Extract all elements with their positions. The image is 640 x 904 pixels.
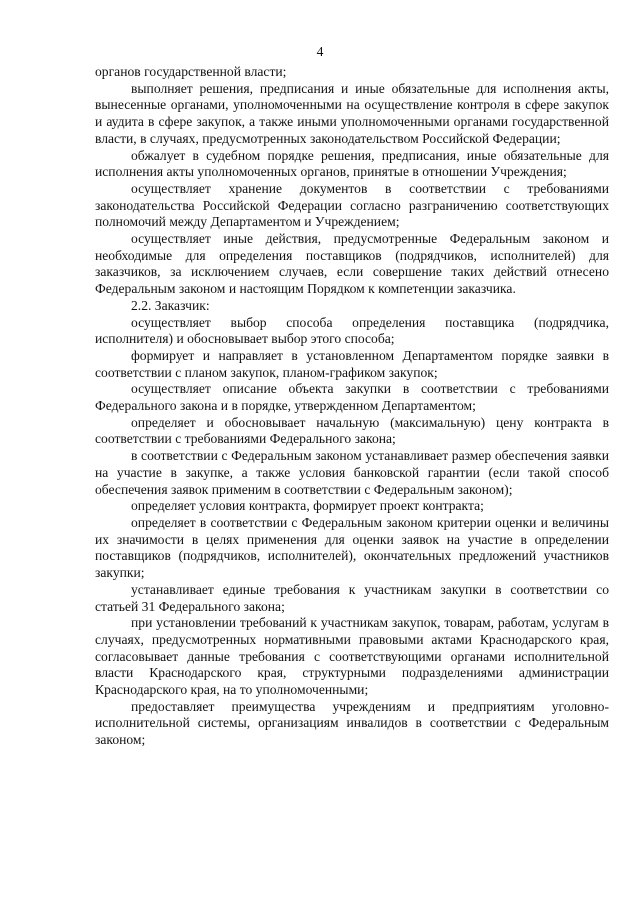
paragraph: при установлении требований к участникам закупок, товарам, работам, услугам в случаях, предусмотренных нормативными правовыми актами Краснодарского края, согласовывает данные требования с соответствующими органами исполнительной власти Краснодарского края, структурными подразделениями администрации Краснодарского края, на то уполномоченными; [95,615,609,698]
section-heading: 2.2. Заказчик: [131,297,210,313]
document-body [95,64,609,749]
paragraph: осуществляет выбор способа определения поставщика (подрядчика, исполнителя) и обосновывает выбор этого способа; [95,314,609,347]
paragraph: осуществляет хранение документов в соответствии с требованиями законодательства Российской Федерации согласно разграничению соответствующих полномочий между Департаментом и Учреждением; [95,180,609,230]
paragraph: устанавливает единые требования к участникам закупки в соответствии со статьей 31 Федерального закона; [95,581,609,614]
paragraph: осуществляет описание объекта закупки в соответствии с требованиями Федерального закона и в порядке, утвержденном Департаментом; [95,381,609,414]
paragraph: обжалует в судебном порядке решения, предписания, иные обязательные для исполнения акты уполномоченных органов, принятые в отношении Учреждения; [95,147,609,180]
paragraph: выполняет решения, предписания и иные обязательные для исполнения акты, вынесенные органами, уполномоченными на осуществление контроля в сфере закупок и аудита в сфере закупок, а также иными уполномоченными органами государственной власти, в случаях, предусмотренных законодательством Российской Федерации; [95,80,609,146]
paragraph: в соответствии с Федеральным законом устанавливает размер обеспечения заявки на участие в закупке, а также условия банковской гарантии (если такой способ обеспечения заявок применим в соответствии с Федеральным законом); [95,448,609,497]
paragraph: осуществляет иные действия, предусмотренные Федеральным законом и необходимые для определения поставщиков (подрядчиков, исполнителей) для заказчиков, за исключением случаев, если совершение таких действий отнесено Федеральным законом и настоящим Порядком к компетенции заказчика. [95,231,609,297]
paragraph: определяет условия контракта, формирует проект контракта; [131,498,484,514]
paragraph: определяет и обосновывает начальную (максимальную) цену контракта в соответствии с требованиями Федерального закона; [95,414,609,447]
page-number: 4 [316,44,324,59]
paragraph: органов государственной власти; [95,64,287,79]
paragraph: определяет в соответствии с Федеральным законом критерии оценки и величины их значимости в целях применения для оценки заявок на участие в определении поставщиков (подрядчиков, исполнителей), окончательных предложений участников закупки; [95,514,609,581]
paragraph: формирует и направляет в установленном Департаментом порядке заявки в соответствии с планом закупок, планом-графиком закупок; [95,347,609,380]
paragraph: предоставляет преимущества учреждениям и предприятиям уголовно-исполнительной системы, организациям инвалидов в соответствии с Федеральным законом; [95,698,609,748]
